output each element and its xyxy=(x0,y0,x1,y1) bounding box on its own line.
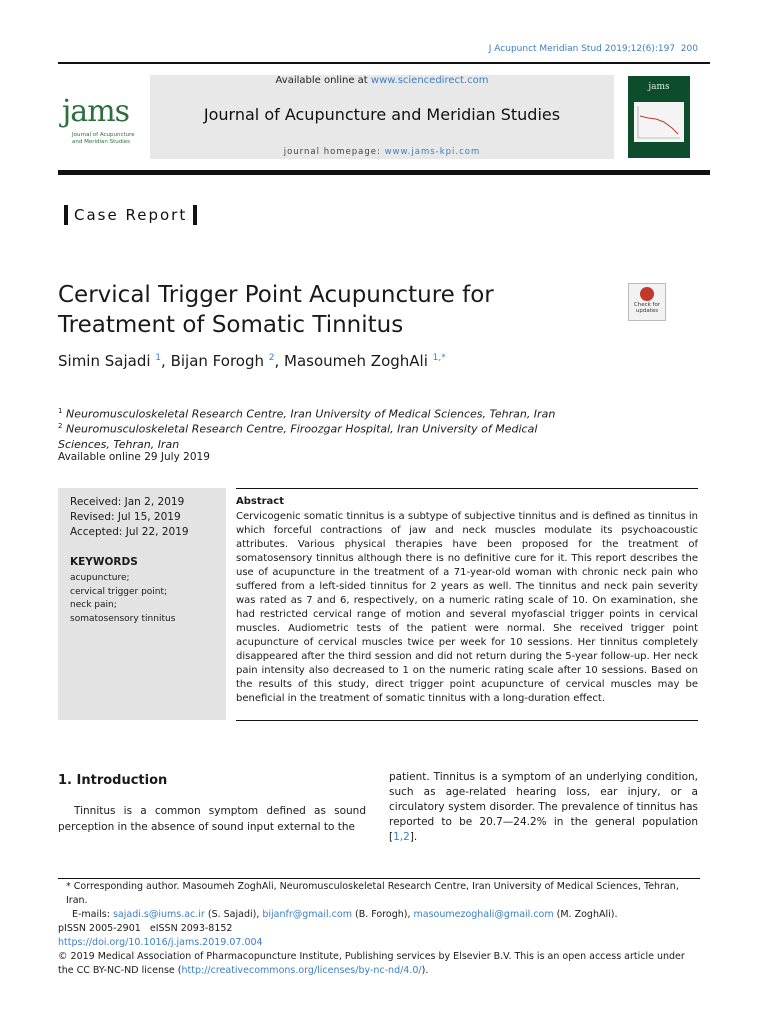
banner-rule xyxy=(58,170,710,175)
header-rule xyxy=(58,62,710,64)
copyright-note: © 2019 Medical Association of Pharmacopuncture Institute, Publishing services by Elsevier B.V. This is an open access article under the CC BY-NC-ND license (http://creativecommons.org/licenses/by-nc-nd/4.0/). xyxy=(58,951,685,976)
cover-chart-icon xyxy=(634,102,684,142)
email-link[interactable]: sajadi.s@iums.ac.ir xyxy=(112,909,205,920)
email-link[interactable]: bijanfr@gmail.com xyxy=(262,909,352,920)
keyword: acupuncture; xyxy=(70,573,130,583)
license-link[interactable]: http://creativecommons.org/licenses/by-nc-nd/4.0/ xyxy=(181,965,422,976)
available-online-date: Available online 29 July 2019 xyxy=(58,451,210,463)
email-link[interactable]: masoumezoghali@gmail.com xyxy=(413,909,554,920)
author-name: Simin Sajadi xyxy=(58,352,151,370)
article-type-label: Case Report xyxy=(64,205,197,225)
footnotes xyxy=(58,880,700,978)
article-title: Cervical Trigger Point Acupuncture for Treatment of Somatic Tinnitus xyxy=(58,282,494,338)
abstract-bottom-rule xyxy=(236,720,698,721)
author-name: Bijan Forogh xyxy=(170,352,264,370)
journal-citation: J Acupunct Meridian Stud 2019;12(6):197 200 xyxy=(488,44,698,54)
abstract-heading: Abstract xyxy=(236,496,285,507)
logo-subtitle: Journal of Acupuncture and Meridian Studies xyxy=(72,132,135,145)
revised-date: Revised: Jul 15, 2019 xyxy=(70,511,181,523)
sciencedirect-link[interactable]: www.sciencedirect.com xyxy=(370,75,489,86)
corresponding-author-note: * Corresponding author. Masoumeh ZoghAli, Neuromusculoskeletal Research Centre, Iran University of Medical Sciences, Tehran, Iran. xyxy=(66,881,679,906)
abstract-text: Cervicogenic somatic tinnitus is a subtype of subjective tinnitus and is defined as tinnitus in which forceful contractions of jaw and neck muscles modulate its psychoacoustic attributes. Various physical therapies have been proposed for the treatment of somatosensory tinnitus although there is no definitive cure for it. This report describes the use of acupuncture in the treatment of a 71-year-old woman with chronic neck pain who suffered from a left-sided tinnitus for 2 years as well. The tinnitus and neck pain severity was rated as 7 and 6, respectively, on a numeric rating scale of 10. On examination, she had restricted cervical range of motion and several myofascial trigger points in cervical muscles. Audiometric tests of the patient were normal. She received trigger point acupuncture of cervical muscles twice per week for 10 sessions. Her tinnitus completely disappeared after the third session and did not return during the 5-year follow-up. Her neck pain intensity also decreased to 1 on the numeric rating scale after 10 sessions. Based on the results of this study, direct trigger point acupuncture of cervical muscles may be beneficial in the treatment of somatic tinnitus with a long-duration effect. xyxy=(236,511,698,704)
article-dates xyxy=(70,495,189,540)
issn-line: pISSN 2005-2901 eISSN 2093-8152 xyxy=(58,923,233,934)
available-online-line: Available online at www.sciencedirect.com xyxy=(275,75,489,86)
intro-paragraph-col1: Tinnitus is a common symptom defined as sound perception in the absence of sound input external to the xyxy=(58,805,366,833)
doi-line xyxy=(58,936,700,950)
section-heading-introduction: 1. Introduction xyxy=(58,773,168,788)
reference-link[interactable]: 1,2 xyxy=(393,831,410,843)
keyword: cervical trigger point; xyxy=(70,586,168,597)
affiliation: $^1$ Neuromusculoskeletal Research Centre, Iran University of Medical Sciences, Tehran, Iran xyxy=(58,407,556,421)
author-affil-ref[interactable]: 2 xyxy=(268,353,275,363)
email-line: E-mails: sajadi.s@iums.ac.ir (S. Sajadi), bijanfr@gmail.com (B. Forogh), masoumezoghali@gmail.com (M. ZoghAli). xyxy=(72,909,618,920)
author-list: Simin Sajadi $^1$, Bijan Forogh $^2$, Masoumeh ZoghAli $^{1,*}$ xyxy=(58,352,446,370)
author-affil-ref[interactable]: 1 xyxy=(155,353,162,363)
abstract-top-rule xyxy=(236,488,698,489)
journal-homepage-line: journal homepage: www.jams-kpi.com xyxy=(283,147,481,157)
author-name: Masoumeh ZoghAli xyxy=(284,352,428,370)
journal-banner xyxy=(150,75,614,159)
homepage-link[interactable]: www.jams-kpi.com xyxy=(384,147,481,157)
intro-paragraph-col2: patient. Tinnitus is a symptom of an underlying condition, such as age-related hearing loss, ear injury, or a circulatory system disorder. The prevalence of tinnitus has reported to be 20.7—24.2% in the general population [1,2]. xyxy=(389,771,698,843)
keywords-list xyxy=(70,572,175,626)
journal-cover-image xyxy=(628,76,690,158)
cover-title: jams xyxy=(648,82,670,92)
check-for-updates-button[interactable] xyxy=(628,283,666,321)
author-affil-ref[interactable]: 1,* xyxy=(432,353,446,363)
cover-figure xyxy=(634,102,684,142)
footnote-rule xyxy=(58,878,700,879)
jams-logo xyxy=(58,90,138,150)
keyword: somatosensory tinnitus xyxy=(70,613,176,624)
bookmark-icon xyxy=(640,287,654,301)
keyword: neck pain; xyxy=(70,600,117,610)
received-date: Received: Jan 2, 2019 xyxy=(70,496,185,508)
keywords-heading: KEYWORDS xyxy=(70,556,138,568)
affiliation: $^2$ Neuromusculoskeletal Research Centre, Firoozgar Hospital, Iran University of Medical Sciences, Tehran, Iran xyxy=(58,422,538,451)
logo-word: jams xyxy=(62,94,130,129)
journal-title: Journal of Acupuncture and Meridian Studies xyxy=(203,105,561,124)
doi-link[interactable]: https://doi.org/10.1016/j.jams.2019.07.004 xyxy=(58,937,263,948)
accepted-date: Accepted: Jul 22, 2019 xyxy=(70,526,189,538)
article-info-box xyxy=(58,488,226,720)
check-updates-label: Check for updates xyxy=(633,302,661,314)
